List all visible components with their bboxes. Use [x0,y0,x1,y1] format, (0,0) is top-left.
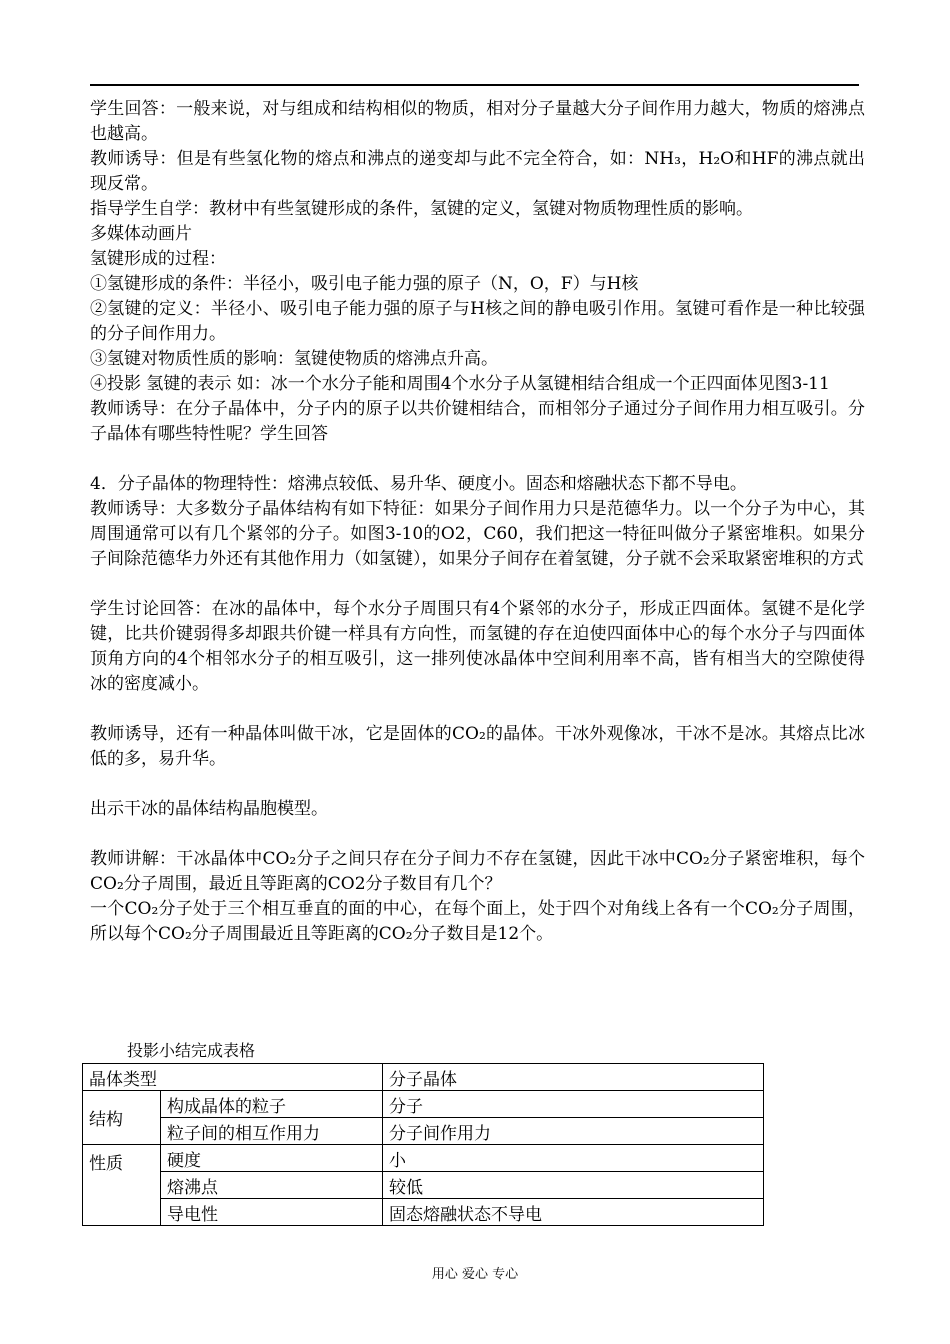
paragraph: 学生回答：一般来说，对与组成和结构相似的物质，相对分子量越大分子间作用力越大，物质的熔沸点也越高。 [90,99,865,144]
table-cell: 较低 [383,1172,764,1199]
paragraph: ③氢键对物质性质的影响：氢键使物质的熔沸点升高。 [90,349,498,369]
table-caption: 投影小结完成表格 [127,1041,256,1060]
table-cell: 导电性 [161,1199,383,1226]
paragraph: 教师诱导：在分子晶体中，分子内的原子以共价键相结合，而相邻分子通过分子间作用力相互吸引。分子晶体有哪些特性呢？学生回答 [90,399,865,444]
table-cell: 固态熔融状态不导电 [383,1199,764,1226]
paragraph: 4．分子晶体的物理特性：熔沸点较低、易升华、硬度小。固态和熔融状态下都不导电。 [90,474,747,494]
summary-table [82,1063,764,1226]
paragraph: 教师诱导：但是有些氢化物的熔点和沸点的递变却与此不完全符合，如：NH₃，H₂O和HF的沸点就出现反常。 [90,149,865,194]
table-cell: 熔沸点 [161,1172,383,1199]
paragraph: 出示干冰的晶体结构晶胞模型。 [90,799,328,819]
paragraph: 指导学生自学：教材中有些氢键形成的条件，氢键的定义，氢键对物质物理性质的影响。 [90,199,753,219]
table-group-label: 结构 [83,1091,161,1145]
paragraph: ①氢键形成的条件：半径小，吸引电子能力强的原子（N，O，F）与H核 [90,274,639,294]
paragraph: ④投影 氢键的表示 如：冰一个水分子能和周围4个水分子从氢键相结合组成一个正四面体见图3-11 [90,374,830,394]
table-row [83,1172,764,1199]
paragraph: 一个CO₂分子处于三个相互垂直的面的中心，在每个面上，处于四个对角线上各有一个CO₂分子周围，所以每个CO₂分子周围最近且等距离的CO₂分子数目是12个。 [90,899,865,944]
table-cell: 分子 [383,1091,764,1118]
page-footer: 用心 爱心 专心 [431,1267,519,1282]
paragraph: 教师讲解：干冰晶体中CO₂分子之间只存在分子间力不存在氢键，因此干冰中CO₂分子紧密堆积，每个CO₂分子周围，最近且等距离的CO2分子数目有几个？ [90,849,865,894]
paragraph: 学生讨论回答：在冰的晶体中，每个水分子周围只有4个紧邻的水分子，形成正四面体。氢键不是化学键，比共价键弱得多却跟共价键一样具有方向性，而氢键的存在迫使四面体中心的每个水分子与四面体顶角方向的4个相邻水分子的相互吸引，这一排列使冰晶体中空间利用率不高，皆有相当大的空隙使得冰的密度减小。 [90,599,865,694]
table-row [83,1091,764,1118]
document-body [90,97,865,947]
table-row [83,1118,764,1145]
header-rule [90,84,859,86]
paragraph: 教师诱导：大多数分子晶体结构有如下特征：如果分子间作用力只是范德华力。以一个分子为中心，其周围通常可以有几个紧邻的分子。如图3-10的O2，C60，我们把这一特征叫做分子紧密堆积。如果分子间除范德华力外还有其他作用力（如氢键），如果分子间存在着氢键，分子就不会采取紧密堆积的方式 [90,499,865,569]
paragraph: ②氢键的定义：半径小、吸引电子能力强的原子与H核之间的静电吸引作用。氢键可看作是一种比较强的分子间作用力。 [90,299,865,344]
paragraph: 教师诱导，还有一种晶体叫做干冰，它是固体的CO₂的晶体。干冰外观像冰，干冰不是冰。其熔点比冰低的多，易升华。 [90,724,865,769]
table-cell: 粒子间的相互作用力 [161,1118,383,1145]
table-row [83,1199,764,1226]
table-cell: 分子晶体 [383,1064,764,1091]
table-cell: 分子间作用力 [383,1118,764,1145]
table-group-label: 性质 [83,1145,161,1226]
table-row [83,1145,764,1172]
paragraph: 多媒体动画片 [90,224,192,244]
table-header-row [83,1064,764,1091]
table-cell: 硬度 [161,1145,383,1172]
table-cell: 晶体类型 [83,1064,383,1091]
paragraph: 氢键形成的过程： [90,249,226,269]
table-cell: 小 [383,1145,764,1172]
table-cell: 构成晶体的粒子 [161,1091,383,1118]
